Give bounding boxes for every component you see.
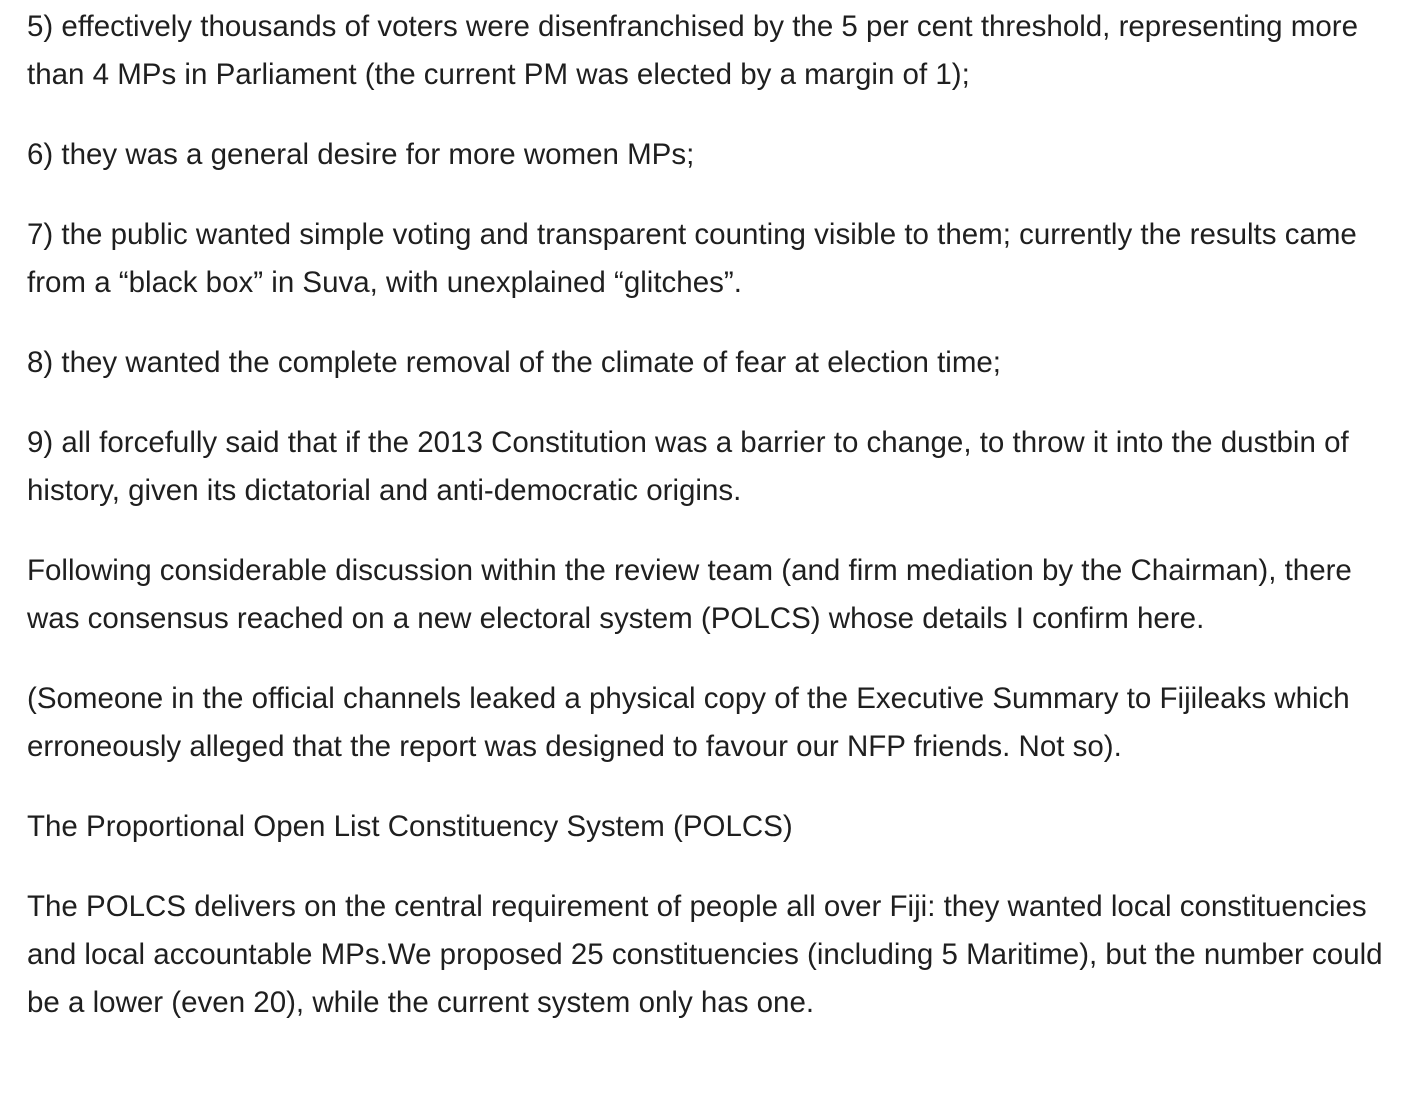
article-body: [27, 3, 1402, 1027]
paragraph-point-7: 7) the public wanted simple voting and transparent counting visible to them; currently the results came from a “black box” in Suva, with unexplained “glitches”.: [27, 218, 1357, 299]
paragraph-point-5: 5) effectively thousands of voters were disenfranchised by the 5 per cent threshold, representing more than 4 MPs in Parliament (the current PM was elected by a margin of 1);: [27, 10, 1358, 91]
paragraph-leak-note: (Someone in the official channels leaked a physical copy of the Executive Summary to Fijileaks which erroneously alleged that the report was designed to favour our NFP friends. Not so).: [27, 682, 1350, 763]
paragraph-point-9: 9) all forcefully said that if the 2013 Constitution was a barrier to change, to throw it into the dustbin of history, given its dictatorial and anti-democratic origins.: [27, 426, 1349, 507]
paragraph-polcs-description: The POLCS delivers on the central requirement of people all over Fiji: they wanted local constituencies and local accountable MPs.We proposed 25 constituencies (including 5 Maritime), but the number could be a lower (even 20), while the current system only has one.: [27, 890, 1383, 1019]
paragraph-consensus: Following considerable discussion within the review team (and firm mediation by the Chairman), there was consensus reached on a new electoral system (POLCS) whose details I confirm here.: [27, 554, 1352, 635]
paragraph-point-8: 8) they wanted the complete removal of the climate of fear at election time;: [27, 346, 1001, 379]
section-heading-polcs: The Proportional Open List Constituency System (POLCS): [27, 810, 793, 843]
paragraph-point-6: 6) they was a general desire for more women MPs;: [27, 138, 695, 171]
